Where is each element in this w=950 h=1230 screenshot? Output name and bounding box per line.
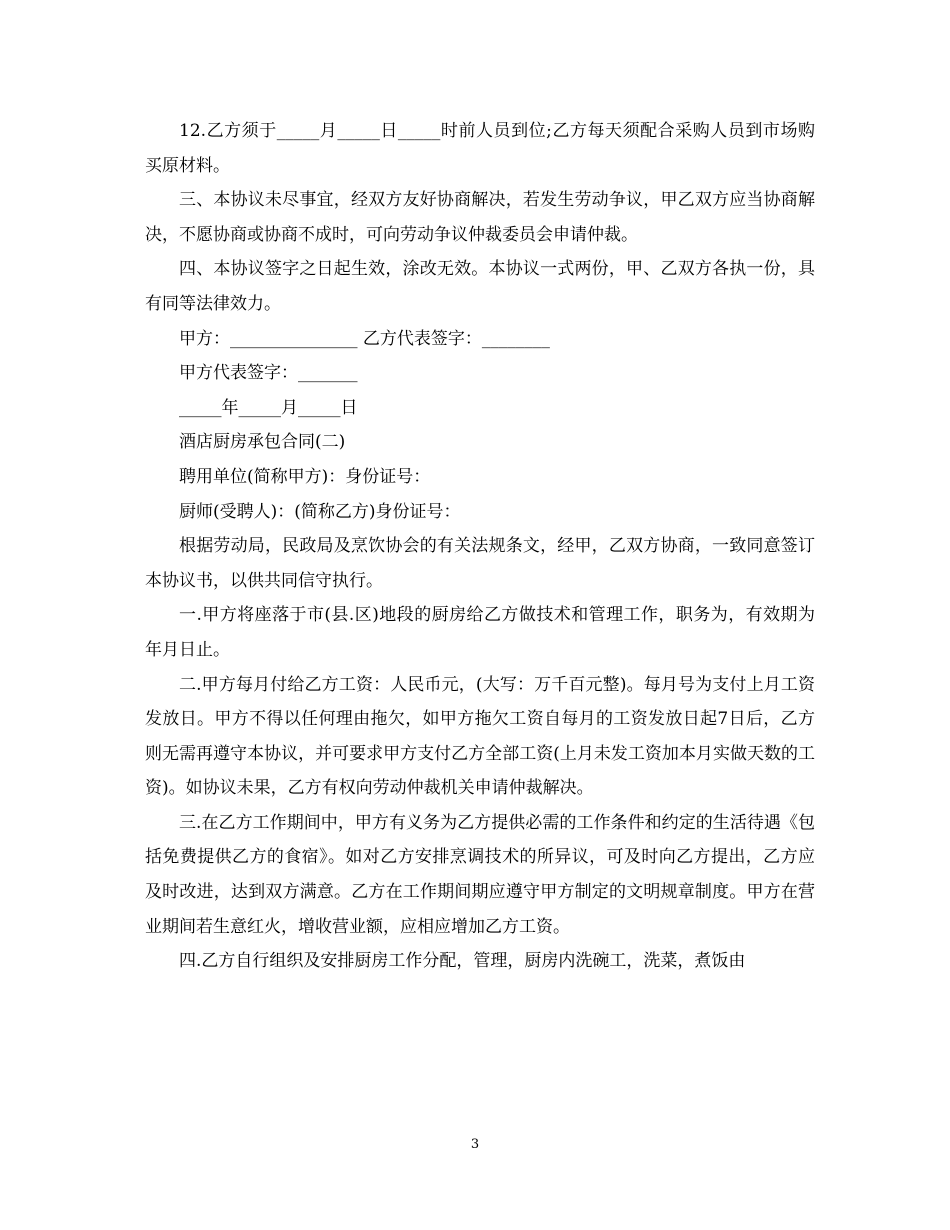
clause-three-disputes: 三、本协议未尽事宜，经双方友好协商解决，若发生劳动争议，甲乙双方应当协商解决，不愿协商或协商不成时，可向劳动争议仲裁委员会申请仲裁。 bbox=[145, 190, 815, 245]
document-body bbox=[145, 114, 815, 979]
article-one: 一.甲方将座落于市(县.区)地段的厨房给乙方做技术和管理工作，职务为，有效期为年月日止。 bbox=[145, 605, 815, 660]
article-four: 四.乙方自行组织及安排厨房工作分配，管理，厨房内洗碗工，洗菜，煮饭由 bbox=[179, 951, 746, 972]
signature-line-representative: 甲方代表签字：_______ bbox=[179, 363, 358, 384]
page-number: 3 bbox=[470, 1137, 480, 1152]
contract-title: 酒店厨房承包合同(二) bbox=[179, 432, 346, 453]
article-two: 二.甲方每月付给乙方工资：人民币元，(大写：万千百元整)。每月号为支付上月工资发放日。甲方不得以任何理由拖欠，如甲方拖欠工资自每月的工资发放日起7日后，乙方则无需再遵守本协议，并可要求甲方支付乙方全部工资(上月未发工资加本月实做天数的工资)。如协议未果，乙方有权向劳动仲裁机关申请仲裁解决。 bbox=[145, 674, 815, 799]
article-three: 三.在乙方工作期间中，甲方有义务为乙方提供必需的工作条件和约定的生活待遇《包括免费提供乙方的食宿》。如对乙方安排烹调技术的所异议，可及时向乙方提出，乙方应及时改进，达到双方满意。乙方在工作期间期应遵守甲方制定的文明规章制度。甲方在营业期间若生意红火，增收营业额，应相应增加乙方工资。 bbox=[145, 812, 815, 937]
employer-line: 聘用单位(简称甲方)：身份证号： bbox=[179, 466, 431, 487]
clause-12: 12.乙方须于_____月_____日_____时前人员到位;乙方每天须配合采购人员到市场购买原材料。 bbox=[145, 121, 815, 176]
signature-line-parties: 甲方：_______________ 乙方代表签字：________ bbox=[179, 328, 550, 349]
employee-line: 厨师(受聘人)：(简称乙方)身份证号： bbox=[179, 501, 461, 522]
clause-four-effective: 四、本协议签字之日起生效，涂改无效。本协议一式两份，甲、乙双方各执一份，具有同等法律效力。 bbox=[145, 259, 815, 314]
preamble: 根据劳动局，民政局及烹饮协会的有关法规条文，经甲，乙双方协商，一致同意签订本协议书，以供共同信守执行。 bbox=[145, 536, 815, 591]
date-line: _____年_____月_____日 bbox=[179, 397, 358, 418]
